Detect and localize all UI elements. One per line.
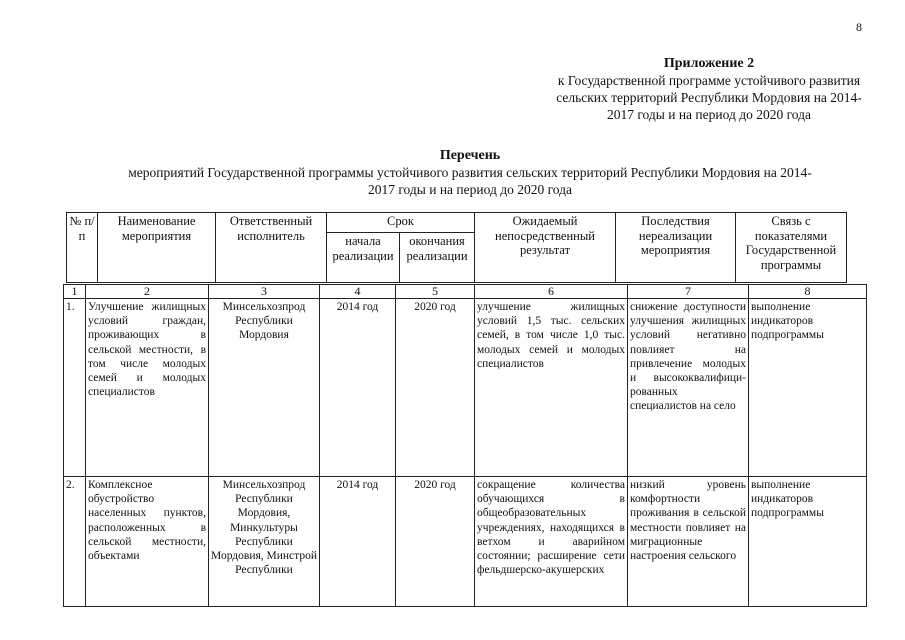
row-number: 1. [64,299,86,477]
row-link: выполнение индикаторов подпрограммы [749,299,867,477]
row-start: 2014 год [320,299,396,477]
row-consequence: снижение доступности улучшения жилищных условий негативно повлияет на привлечение молодых и высококвалифици-рованных специалистов на село [628,299,749,477]
row-end: 2020 год [396,477,475,607]
document-heading [60,147,880,198]
row-result: улучшение жилищных условий 1,5 тыс. сельских семей, в том числе 1,0 тыс. молодых семей и молодых специалистов [475,299,628,477]
header-num: № п/п [67,213,98,283]
header-end: окончания реализации [400,233,475,283]
header-start: начала реализации [327,233,400,283]
header-term: Срок [327,213,475,233]
column-number: 2 [86,285,209,299]
page-number: 8 [856,20,862,34]
header-consequence: Последствия нереализации мероприятия [616,213,736,283]
header-result: Ожидаемый непосредственный результат [475,213,616,283]
column-number: 1 [64,285,86,299]
appendix-line: сельских территорий Республики Мордовия на 2014- [556,90,862,105]
column-number: 3 [209,285,320,299]
appendix-title: Приложение 2 [663,56,755,71]
column-number: 8 [749,285,867,299]
row-executor: Минсельхозпрод Республики Мордовия, Минкультуры Республики Мордовия, Минстрой Республики [209,477,320,607]
row-result: сокращение количества обучающихся в общеобразовательных учреждениях, находящихся в ветхом и аварийном состоянии; расширение сети фельдшерско-акушерских [475,477,628,607]
appendix-line: к Государственной программе устойчивого развития [557,73,861,88]
column-number: 5 [396,285,475,299]
table-row [64,299,867,477]
row-end: 2020 год [396,299,475,477]
column-number: 6 [475,285,628,299]
appendix-block [500,55,905,123]
measures-table [63,284,867,607]
row-consequence: низкий уровень комфортности проживания в сельской местности повлияет на миграционные настроения сельского [628,477,749,607]
table-row [64,477,867,607]
row-executor: Минсельхозпрод Республики Мордовия [209,299,320,477]
column-number-row [64,285,867,299]
header-executor: Ответственный исполнитель [216,213,327,283]
row-start: 2014 год [320,477,396,607]
row-name: Улучшение жилищных условий граждан, проживающих в сельской местности, в том числе молодых семей и молодых специалистов [86,299,209,477]
column-number: 4 [320,285,396,299]
row-number: 2. [64,477,86,607]
header-name: Наименование мероприятия [98,213,216,283]
header-link: Связь с показателями Государственной программы [736,213,847,283]
row-name: Комплексное обустройство населенных пунктов, расположенных в сельской местности, объектами [86,477,209,607]
header-table [66,212,847,283]
heading-title: Перечень [439,148,501,163]
heading-line: 2017 годы и на период до 2020 года [367,182,573,197]
column-number: 7 [628,285,749,299]
appendix-line: 2017 годы и на период до 2020 года [606,107,812,122]
heading-line: мероприятий Государственной программы устойчивого развития сельских территорий Республики Мордовия на 2014- [128,165,812,180]
row-link: выполнение индикаторов подпрограммы [749,477,867,607]
